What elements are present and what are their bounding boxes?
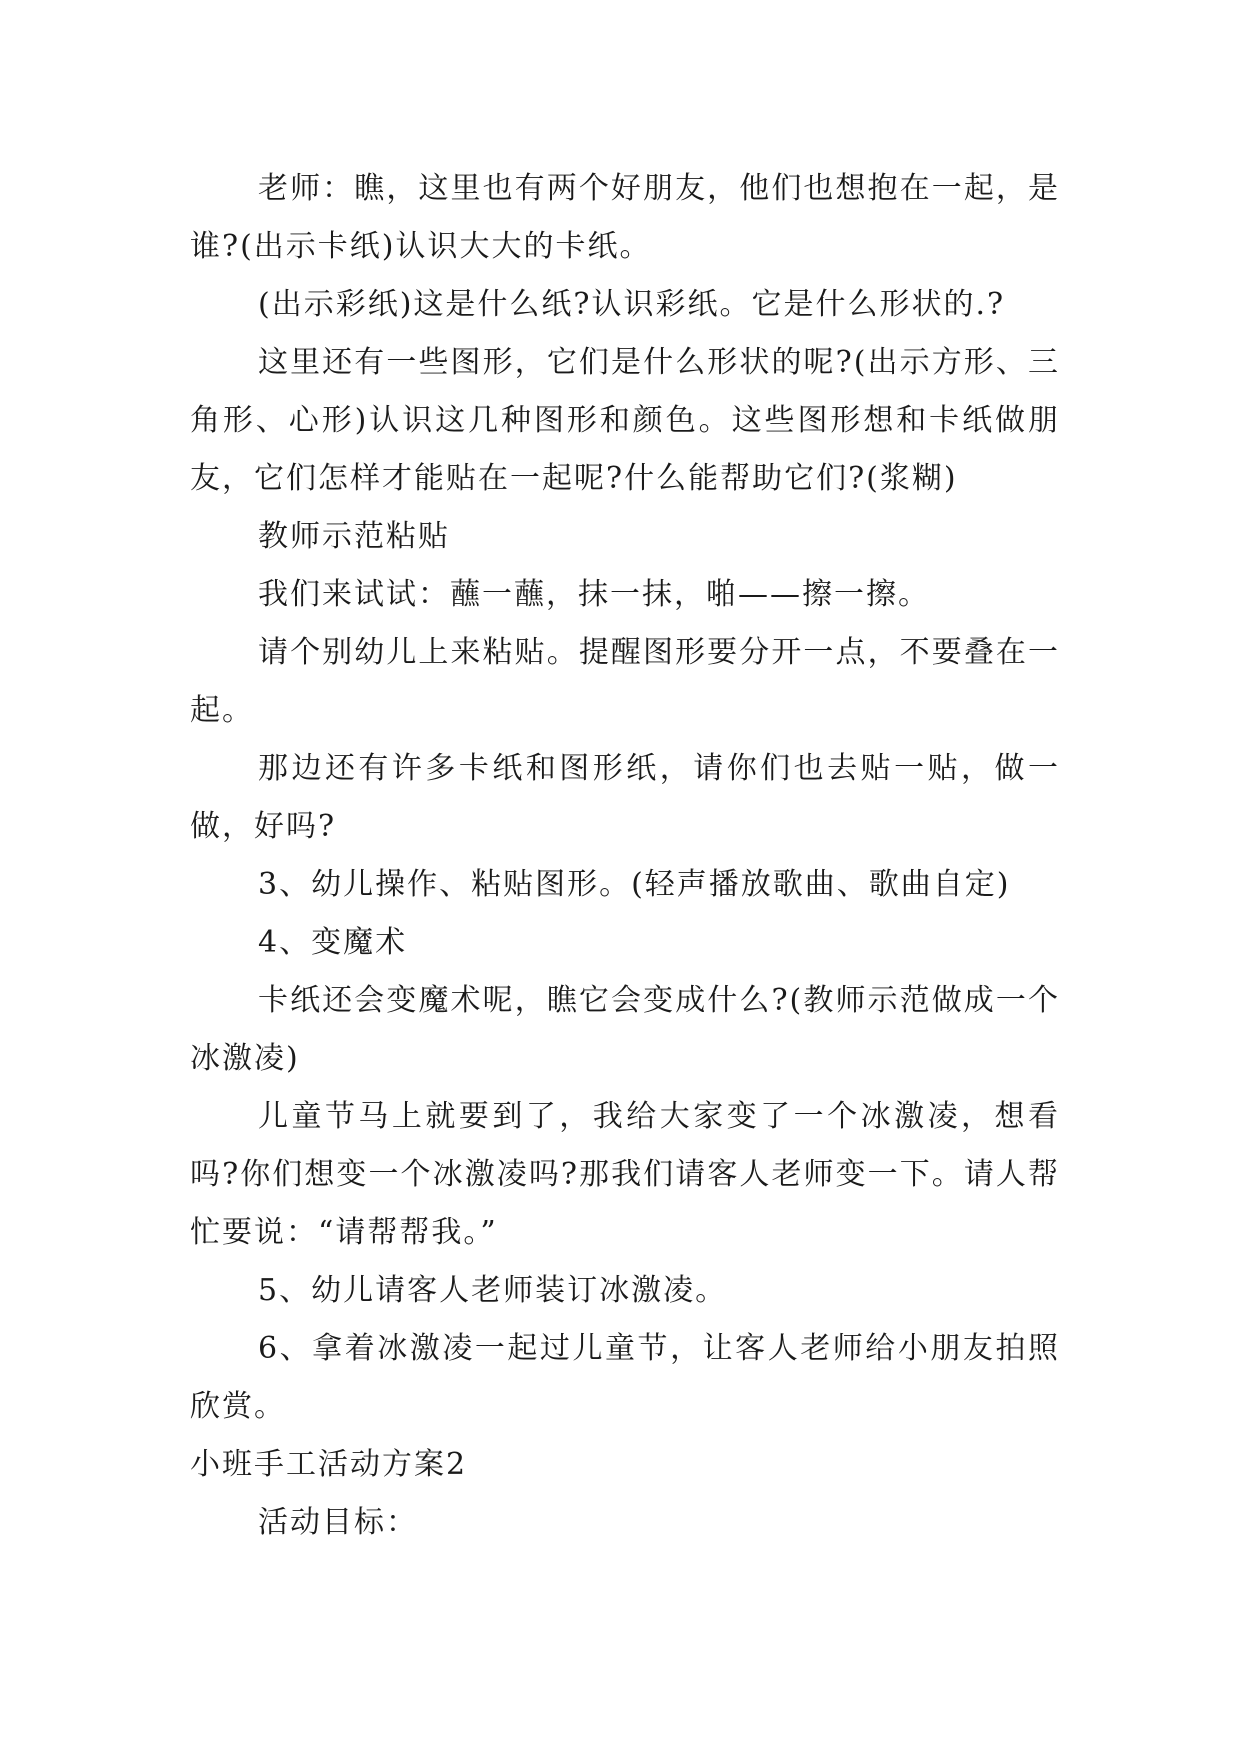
paragraph-3: 这里还有一些图形，它们是什么形状的呢?(出示方形、三角形、心形)认识这几种图形和颜色。这些图形想和卡纸做朋友，它们怎样才能贴在一起呢?什么能帮助它们?(浆糊): [190, 345, 1060, 496]
paragraph-12: 5、幼儿请客人老师装订冰激凌。: [258, 1273, 728, 1308]
subheading: 活动目标：: [258, 1505, 418, 1540]
paragraph-2: (出示彩纸)这是什么纸?认识彩纸。它是什么形状的.?: [258, 287, 1006, 322]
paragraph-5: 我们来试试：蘸一蘸，抹一抹，啪——擦一擦。: [258, 577, 930, 612]
paragraph-7: 那边还有许多卡纸和图形纸，请你们也去贴一贴，做一做，好吗?: [190, 751, 1060, 844]
document-body: [190, 160, 1060, 1552]
paragraph-11: 儿童节马上就要到了，我给大家变了一个冰激凌，想看吗?你们想变一个冰激凌吗?那我们请客人老师变一下。请人帮忙要说：“请帮帮我。”: [190, 1099, 1060, 1250]
paragraph-9: 4、变魔术: [258, 925, 408, 960]
paragraph-1: 老师：瞧，这里也有两个好朋友，他们也想抱在一起，是谁?(出示卡纸)认识大大的卡纸。: [190, 171, 1060, 264]
paragraph-13: 6、拿着冰激凌一起过儿童节，让客人老师给小朋友拍照欣赏。: [190, 1331, 1060, 1424]
paragraph-8: 3、幼儿操作、粘贴图形。(轻声播放歌曲、歌曲自定): [258, 867, 1011, 902]
paragraph-10: 卡纸还会变魔术呢，瞧它会变成什么?(教师示范做成一个冰激凌): [190, 983, 1060, 1076]
paragraph-6: 请个别幼儿上来粘贴。提醒图形要分开一点，不要叠在一起。: [190, 635, 1060, 728]
section-title: 小班手工活动方案2: [190, 1447, 468, 1482]
paragraph-4: 教师示范粘贴: [258, 519, 450, 554]
